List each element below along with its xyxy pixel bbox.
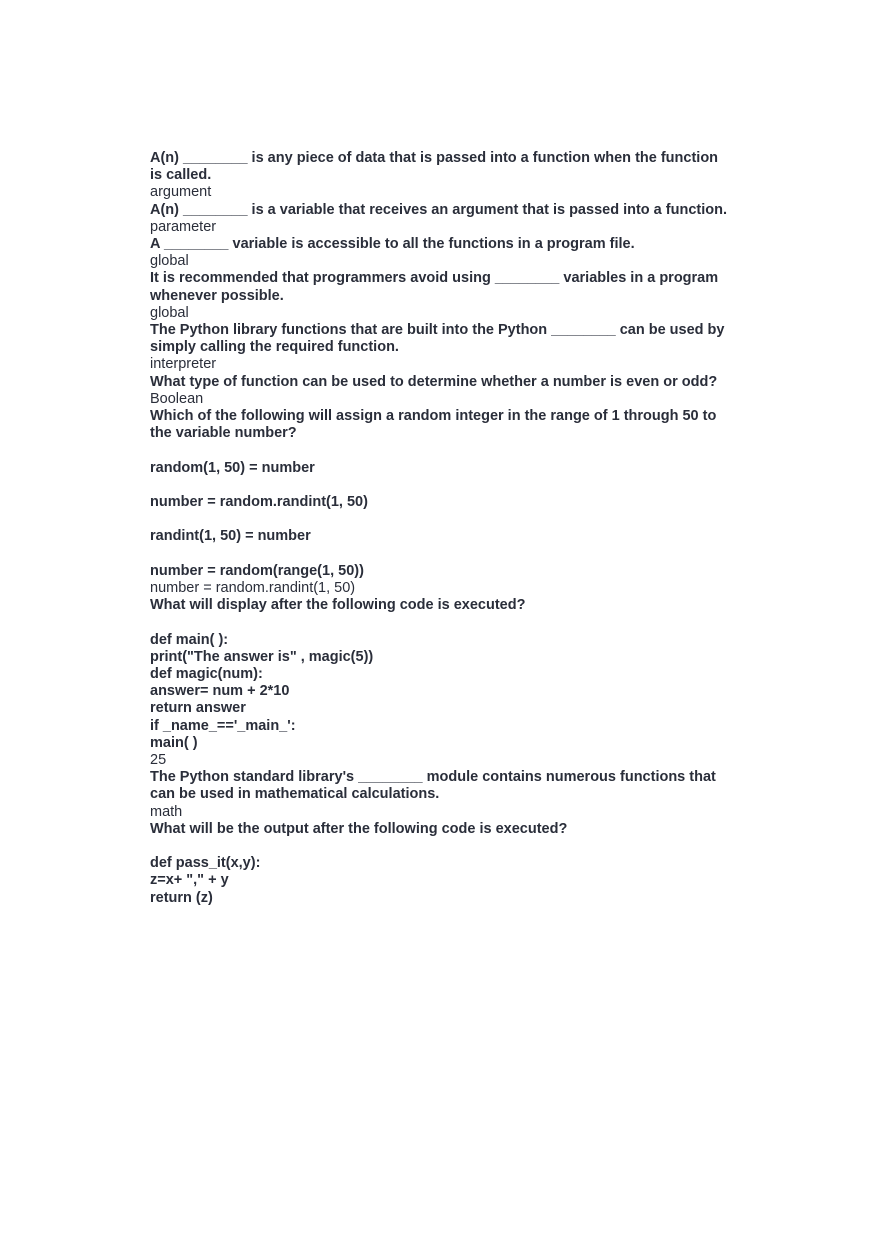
option-text: randint(1, 50) = number	[150, 528, 311, 545]
question-text: The Python standard library's ________ module contains numerous functions that can be used in mathematical calculations.	[150, 769, 720, 803]
answer-text: global	[150, 304, 189, 321]
spacer	[150, 442, 730, 459]
code-line: def pass_it(x,y):	[150, 855, 261, 872]
option-text: number = random(range(1, 50))	[150, 562, 364, 579]
spacer	[150, 838, 730, 855]
answer-text: parameter	[150, 218, 217, 235]
question-text: What will display after the following code is executed?	[150, 597, 526, 614]
answer-text: interpreter	[150, 356, 217, 373]
answer-text: Boolean	[150, 390, 204, 407]
code-line: print("The answer is" , magic(5))	[150, 648, 374, 665]
question-text: It is recommended that programmers avoid using ________ variables in a program whenever possible.	[150, 270, 723, 304]
spacer	[150, 614, 730, 631]
spacer	[150, 511, 730, 528]
option-text: random(1, 50) = number	[150, 459, 315, 476]
code-line: return (z)	[150, 889, 213, 906]
answer-text: argument	[150, 184, 212, 201]
answer-text: global	[150, 253, 189, 270]
question-text: Which of the following will assign a random integer in the range of 1 through 50 to the variable number?	[150, 408, 721, 442]
code-line: return answer	[150, 700, 246, 717]
question-text: The Python library functions that are built into the Python ________ can be used by simply calling the required function.	[150, 322, 729, 356]
option-text: number = random.randint(1, 50)	[150, 494, 368, 511]
spacer	[150, 546, 730, 563]
question-text: A(n) ________ is any piece of data that is passed into a function when the function is called.	[150, 150, 723, 184]
code-line: def magic(num):	[150, 666, 263, 683]
spacer	[150, 477, 730, 494]
question-text: What type of function can be used to determine whether a number is even or odd?	[150, 373, 718, 390]
question-text: A ________ variable is accessible to all the functions in a program file.	[150, 236, 635, 253]
code-line: z=x+ "," + y	[150, 872, 229, 889]
code-line: answer= num + 2*10	[150, 683, 290, 700]
answer-text: math	[150, 803, 183, 820]
question-text: A(n) ________ is a variable that receives an argument that is passed into a function.	[150, 201, 727, 218]
question-text: What will be the output after the following code is executed?	[150, 820, 568, 837]
code-line: if _name_=='_main_':	[150, 717, 296, 734]
flashcard-document	[150, 150, 730, 907]
answer-text: 25	[150, 752, 167, 769]
code-line: main( )	[150, 734, 198, 751]
code-line: def main( ):	[150, 631, 229, 648]
answer-text: number = random.randint(1, 50)	[150, 580, 356, 597]
